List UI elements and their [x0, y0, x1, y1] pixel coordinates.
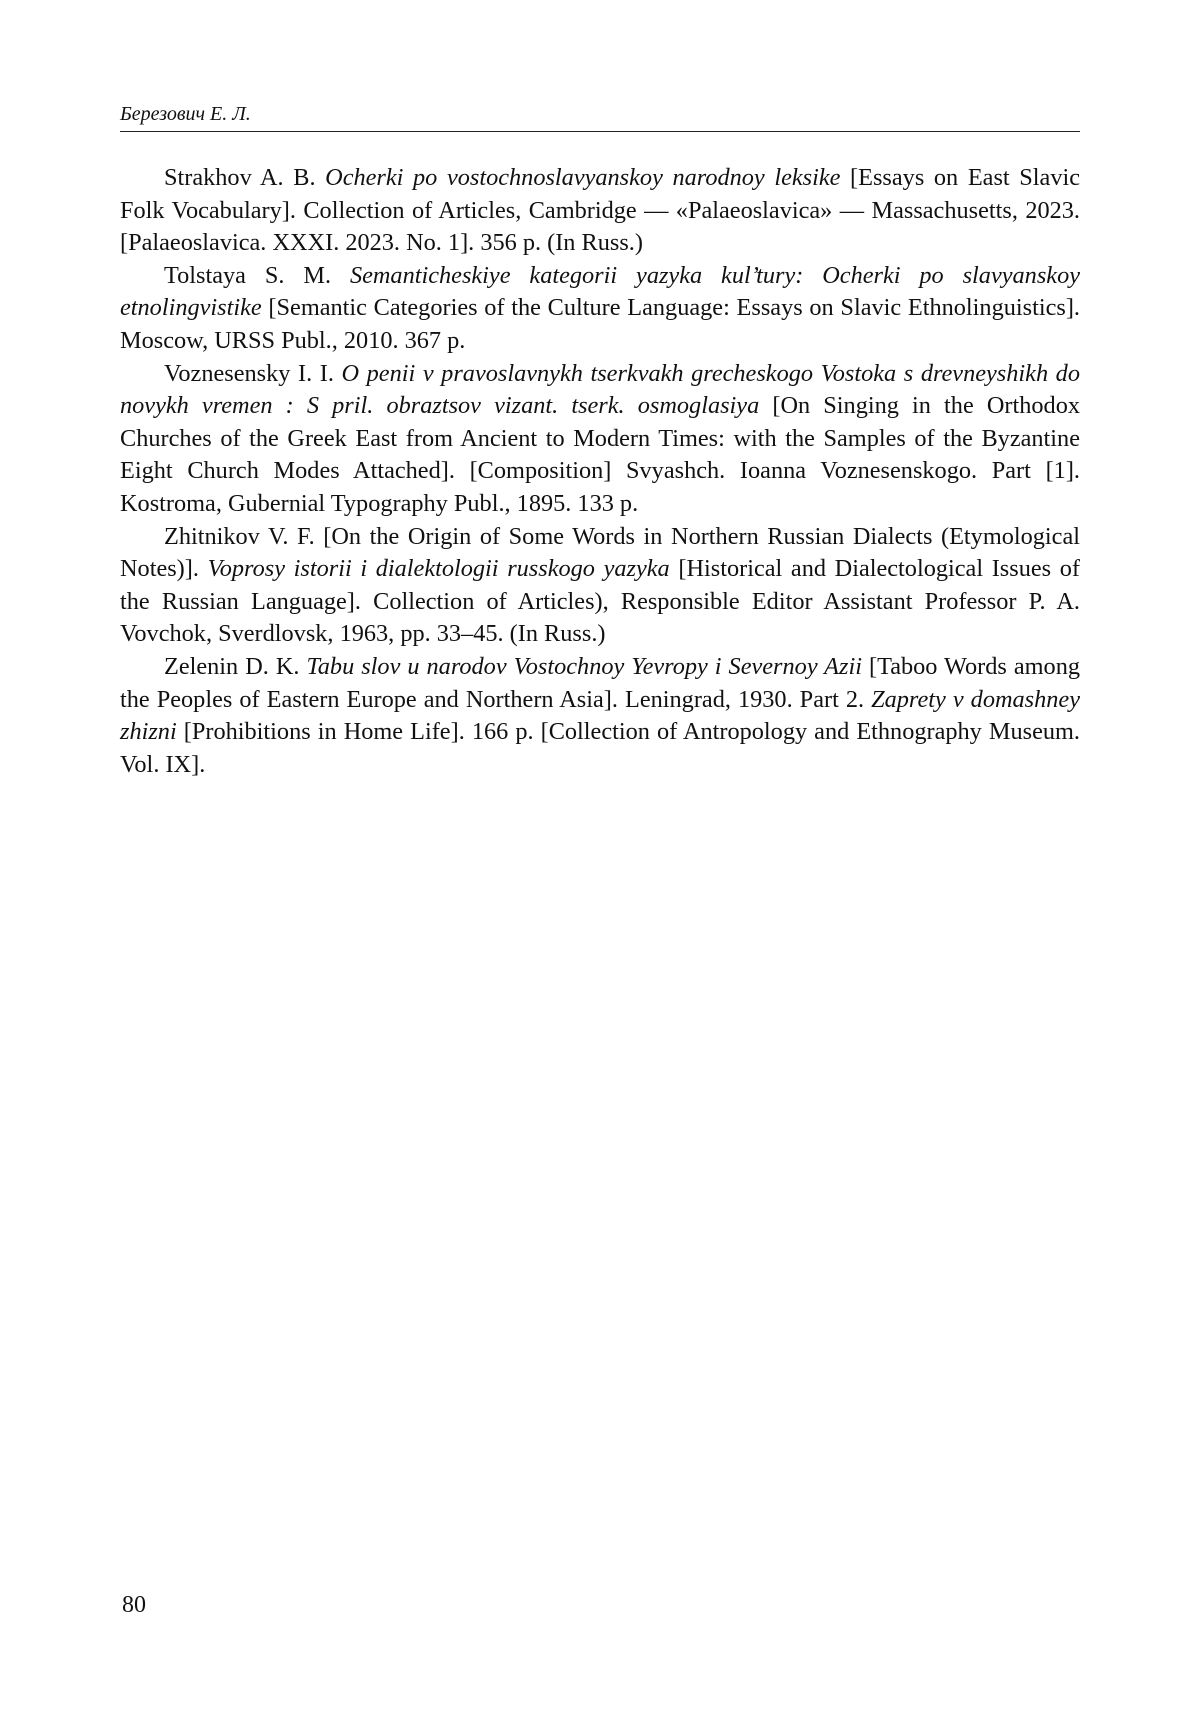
- reference-entry: [120, 358, 1080, 521]
- reference-details: [Historical and Dialectological Issues of the Russian Language]. Collection of Articles), Responsible Editor Assistant Professor P. A. Vovchok, Sverdlovsk, 1963, pp. 33–45. (In Russ.): [120, 555, 1081, 648]
- reference-title: Ocherki po vostochnoslavyanskoy narodnoy leksike: [325, 164, 841, 191]
- reference-title: Voprosy istorii i dialektologii russkogo yazyka: [207, 555, 670, 583]
- reference-title: O penii v pravoslavnykh tserkvakh grecheskogo Vostoka s drevneyshikh do novykh vremen : S pril. obraztsov vizant. tserk. osmoglasiya: [120, 359, 1080, 420]
- reference-entry: [120, 162, 1080, 260]
- reference-details: [Semantic Categories of the Culture Language: Essays on Slavic Ethnolinguistics]. Moscow, URSS Publ., 2010. 367 p.: [120, 294, 1080, 354]
- reference-author: Zhitnikov V. F. [On the Origin of Some Words in Northern Russian Dialects (Etymological Notes)].: [120, 522, 1080, 583]
- reference-author: Zelenin D. K.: [164, 652, 307, 680]
- page-number: 80: [122, 1592, 146, 1618]
- reference-details: [Essays on East Slavic Folk Vocabulary]. Collection of Articles, Cambridge — «Palaeoslavica» — Massachusetts, 2023. [Palaeoslavica. XXXI. 2023. No. 1]. 356 p. (In Russ.): [120, 164, 1080, 257]
- reference-entry: [120, 521, 1080, 651]
- reference-subtitle: Zaprety v domashney zhizni: [120, 685, 1080, 746]
- reference-author: Voznesensky I. I.: [164, 359, 342, 387]
- reference-author: Strakhov A. B.: [164, 164, 326, 191]
- reference-entry: [120, 260, 1080, 358]
- reference-title: Tabu slov u narodov Vostochnoy Yevropy i Severnoy Azii: [306, 652, 862, 680]
- reference-entry: [120, 651, 1080, 781]
- reference-details: [Taboo Words among the Peoples of Eastern Europe and Northern Asia]. Leningrad, 1930. Part 2.: [120, 652, 1080, 713]
- reference-author: Tolstaya S. M.: [164, 261, 350, 289]
- running-head: Березович Е. Л.: [120, 102, 1080, 132]
- reference-details: [On Singing in the Orthodox Churches of the Greek East from Ancient to Modern Times: with the Samples of the Byzantine Eight Church Modes Attached]. [Composition] Svyashch. Ioanna Voznesenskogo. Part [1]. Kostroma, Gubernial Typography Publ., 1895. 133 p.: [120, 392, 1080, 517]
- reference-list: [120, 162, 1080, 781]
- reference-title: Semanticheskiye kategorii yazyka kul’tury: Ocherki po slavyanskoy etnolingvistike: [120, 261, 1080, 322]
- reference-details-continued: [Prohibitions in Home Life]. 166 p. [Collection of Antropology and Ethnography Museum. Vol. IX].: [120, 718, 1080, 778]
